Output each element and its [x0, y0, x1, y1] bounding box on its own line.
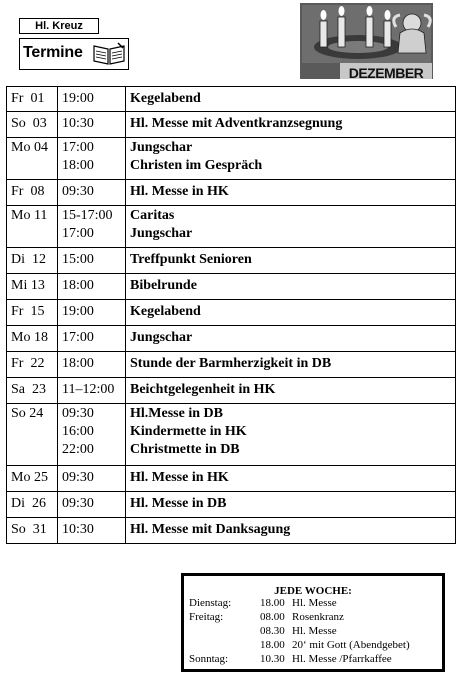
schedule-event [126, 112, 456, 138]
schedule-time-text: 18:00 [62, 356, 94, 371]
schedule-event-text: Hl. Messe mit Danksagung [130, 522, 291, 537]
weekly-event: Hl. Messe [292, 625, 337, 637]
schedule-event-text: Christen im Gespräch [130, 158, 263, 173]
schedule-event-text: Kegelabend [130, 91, 201, 106]
schedule-time [58, 248, 126, 274]
schedule-time [58, 300, 126, 326]
schedule-day-text: Mo 04 [11, 140, 48, 155]
schedule-event [126, 87, 456, 112]
parish-logo [19, 18, 131, 70]
schedule-time-text: 09:30 [62, 470, 94, 485]
schedule-time-text: 18:00 [62, 278, 94, 293]
logo-parish-name: Hl. Kreuz [19, 18, 99, 34]
schedule-row [7, 274, 456, 300]
schedule-event-text: Hl. Messe in HK [130, 184, 229, 199]
schedule-time [58, 274, 126, 300]
schedule-day [7, 138, 58, 180]
schedule-day [7, 492, 58, 518]
schedule-event-text: Hl. Messe in HK [130, 470, 229, 485]
schedule-row [7, 466, 456, 492]
schedule-time-text: 09:30 [62, 406, 94, 421]
schedule-time [58, 180, 126, 206]
schedule-event-text: Bibelrunde [130, 278, 197, 293]
schedule-event-text: Treffpunkt Senioren [130, 252, 252, 267]
schedule-time [58, 138, 126, 180]
schedule-day [7, 352, 58, 378]
advent-wreath-image [300, 3, 433, 79]
schedule-row [7, 404, 456, 466]
schedule-event-text: Jungschar [130, 140, 193, 155]
schedule-event-text: Jungschar [130, 330, 193, 345]
schedule-time [58, 87, 126, 112]
schedule-row [7, 112, 456, 138]
weekly-day: Sonntag: [189, 653, 229, 665]
weekly-event: Hl. Messe /Pfarrkaffee [292, 653, 392, 665]
logo-termine-text: Termine [23, 44, 83, 61]
schedule-row [7, 518, 456, 544]
weekly-row [189, 596, 439, 610]
weekly-time: 08.00 [260, 611, 285, 623]
schedule-row [7, 378, 456, 404]
schedule-day [7, 112, 58, 138]
weekly-time: 10.30 [260, 653, 285, 665]
schedule-day-text: Sa 23 [11, 382, 46, 397]
schedule-event [126, 352, 456, 378]
weekly-row [189, 624, 439, 638]
schedule-day-text: Di 12 [11, 252, 46, 267]
weekly-time: 18.00 [260, 639, 285, 651]
schedule-day [7, 87, 58, 112]
schedule-event-text: Christmette in DB [130, 442, 240, 457]
schedule-day [7, 180, 58, 206]
schedule-time-text: 09:30 [62, 184, 94, 199]
schedule-day-text: Mo 18 [11, 330, 48, 345]
schedule-event [126, 206, 456, 248]
schedule-row [7, 492, 456, 518]
schedule-day [7, 518, 58, 544]
weekly-event: Hl. Messe [292, 597, 337, 609]
schedule-event [126, 138, 456, 180]
schedule-event [126, 248, 456, 274]
weekly-row [189, 610, 439, 624]
schedule-event [126, 518, 456, 544]
schedule-time-text: 19:00 [62, 304, 94, 319]
schedule-event-text: Stunde der Barmherzigkeit in DB [130, 356, 332, 371]
weekly-day: Dienstag: [189, 597, 232, 609]
schedule-event-text: Kindermette in HK [130, 424, 247, 439]
schedule-day [7, 248, 58, 274]
schedule-time [58, 112, 126, 138]
schedule-day-text: Mo 25 [11, 470, 48, 485]
schedule-time [58, 492, 126, 518]
schedule-time-text: 17:00 [62, 140, 94, 155]
schedule-day-text: Fr 22 [11, 356, 45, 371]
schedule-event [126, 466, 456, 492]
weekly-event: Rosenkranz [292, 611, 344, 623]
schedule-event [126, 326, 456, 352]
schedule-day [7, 274, 58, 300]
schedule-day-text: Fr 15 [11, 304, 45, 319]
schedule-day [7, 404, 58, 466]
schedule-day [7, 206, 58, 248]
schedule-day [7, 300, 58, 326]
schedule-time-text: 10:30 [62, 522, 94, 537]
schedule-row [7, 300, 456, 326]
schedule-day-text: So 03 [11, 116, 47, 131]
schedule-table [6, 86, 456, 544]
schedule-event [126, 404, 456, 466]
schedule-row [7, 326, 456, 352]
schedule-time-text: 17:00 [62, 330, 94, 345]
schedule-day [7, 326, 58, 352]
schedule-event-text: Jungschar [130, 226, 193, 241]
schedule-event-text: Beichtgelegenheit in HK [130, 382, 276, 397]
schedule-time-text: 17:00 [62, 226, 94, 241]
schedule-event-text: Caritas [130, 208, 175, 223]
weekly-row [189, 638, 439, 652]
schedule-day [7, 466, 58, 492]
weekly-time: 18.00 [260, 597, 285, 609]
schedule-time [58, 378, 126, 404]
schedule-event [126, 378, 456, 404]
schedule-day-text: Fr 01 [11, 91, 45, 106]
weekly-row [189, 652, 439, 666]
schedule-time [58, 326, 126, 352]
weekly-title: JEDE WOCHE: [274, 585, 352, 597]
schedule-time-text: 11–12:00 [62, 382, 115, 397]
weekly-day: Freitag: [189, 611, 224, 623]
schedule-row [7, 138, 456, 180]
schedule-time [58, 466, 126, 492]
month-label: DEZEMBER [348, 65, 424, 81]
schedule-time-text: 15:00 [62, 252, 94, 267]
schedule-row [7, 180, 456, 206]
schedule-row [7, 87, 456, 112]
schedule-event [126, 274, 456, 300]
schedule-time-text: 15-17:00 [62, 208, 113, 223]
schedule-day-text: Di 26 [11, 496, 46, 511]
schedule-time-text: 18:00 [62, 158, 94, 173]
schedule-event-text: Kegelabend [130, 304, 201, 319]
schedule-time-text: 09:30 [62, 496, 94, 511]
schedule-time-text: 10:30 [62, 116, 94, 131]
schedule-day-text: Mi 13 [11, 278, 45, 293]
schedule-time [58, 352, 126, 378]
schedule-event-text: Hl. Messe mit Adventkranzsegnung [130, 116, 343, 131]
weekly-box [181, 573, 445, 672]
schedule-row [7, 206, 456, 248]
schedule-time [58, 404, 126, 466]
schedule-event-text: Hl. Messe in DB [130, 496, 227, 511]
weekly-event: 20‘ mit Gott (Abendgebet) [292, 639, 410, 651]
schedule-time [58, 206, 126, 248]
schedule-row [7, 352, 456, 378]
schedule-event-text: Hl.Messe in DB [130, 406, 223, 421]
schedule-event [126, 300, 456, 326]
book-icon [92, 42, 126, 66]
schedule-day [7, 378, 58, 404]
schedule-time [58, 518, 126, 544]
schedule-day-text: So 31 [11, 522, 47, 537]
schedule-event [126, 180, 456, 206]
schedule-time-text: 22:00 [62, 442, 94, 457]
schedule-time-text: 16:00 [62, 424, 94, 439]
schedule-day-text: So 24 [11, 406, 44, 421]
schedule-day-text: Mo 11 [11, 208, 48, 223]
schedule-event [126, 492, 456, 518]
schedule-day-text: Fr 08 [11, 184, 45, 199]
schedule-time-text: 19:00 [62, 91, 94, 106]
weekly-time: 08.30 [260, 625, 285, 637]
schedule-row [7, 248, 456, 274]
logo-termine-box [19, 38, 129, 70]
